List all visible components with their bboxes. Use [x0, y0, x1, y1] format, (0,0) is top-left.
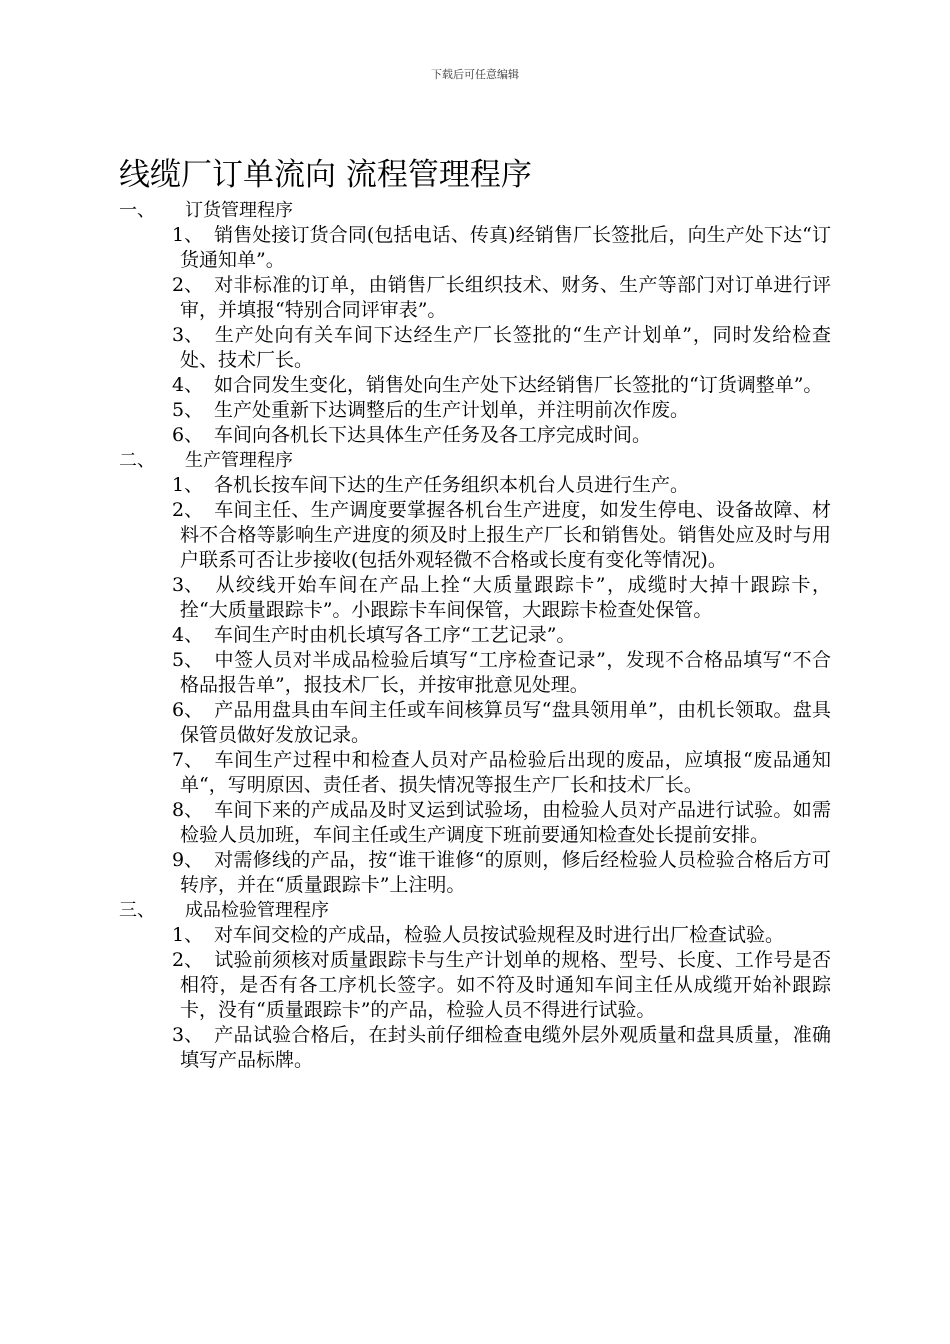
item-text: 生产处向有关车间下达经生产厂长签批的“生产计划单”，同时发给检查处、技术厂长。: [180, 324, 831, 371]
item-number: 2、: [172, 499, 204, 521]
item-text: 车间生产过程中和检查人员对产品检验后出现的废品，应填报“废品通知单“，写明原因、责任者、损失情况等报生产厂长和技术厂长。: [180, 749, 831, 796]
item-number: 9、: [172, 849, 204, 871]
list-item: [172, 748, 831, 798]
section-title: 成品检验管理程序: [185, 900, 329, 921]
document-title: 线缆厂订单流向 流程管理程序: [119, 157, 532, 193]
item-text: 车间向各机长下达具体生产任务及各工序完成时间。: [214, 424, 652, 446]
item-number: 2、: [172, 274, 204, 296]
item-text: 产品试验合格后，在封头前仔细检查电缆外层外观质量和盘具质量，准确填写产品标牌。: [180, 1024, 831, 1071]
item-number: 2、: [172, 949, 204, 971]
item-number: 5、: [172, 399, 204, 421]
item-number: 8、: [172, 799, 204, 821]
list-item: [172, 398, 831, 423]
item-number: 1、: [172, 924, 204, 946]
item-number: 3、: [172, 324, 204, 346]
item-number: 1、: [172, 474, 204, 496]
list-item: [172, 373, 831, 398]
item-text: 销售处接订货合同(包括电话、传真)经销售厂长签批后，向生产处下达“订货通知单”。: [180, 224, 831, 271]
page-header-note: 下载后可任意编辑: [431, 68, 519, 81]
list-item: [172, 273, 831, 323]
section-heading: [0, 898, 950, 923]
document-body: [0, 198, 950, 1073]
list-item: [172, 223, 831, 273]
item-text: 中签人员对半成品检验后填写“工序检查记录”，发现不合格品填写“不合格品报告单”，报技术厂长，并按审批意见处理。: [180, 649, 831, 696]
list-item: [172, 423, 831, 448]
list-item: [172, 323, 831, 373]
item-number: 6、: [172, 424, 204, 446]
item-number: 1、: [172, 224, 204, 246]
item-text: 对需修线的产品，按“谁干谁修“的原则，修后经检验人员检验合格后方可转序，并在“质量跟踪卡”上注明。: [180, 849, 831, 896]
item-text: 生产处重新下达调整后的生产计划单，并注明前次作废。: [214, 399, 690, 421]
item-number: 6、: [172, 699, 204, 721]
list-item: [172, 623, 831, 648]
item-text: 对车间交检的产成品，检验人员按试验规程及时进行出厂检查试验。: [214, 924, 785, 946]
item-number: 4、: [172, 374, 204, 396]
section-production: [0, 448, 950, 898]
list-item: [172, 1023, 831, 1073]
section-heading: [0, 198, 950, 223]
item-text: 试验前须核对质量跟踪卡与生产计划单的规格、型号、长度、工作号是否相符，是否有各工序机长签字。如不符及时通知车间主任从成缆开始补跟踪卡，没有“质量跟踪卡”的产品，检验人员不得进行试验。: [180, 949, 831, 1021]
item-text: 车间主任、生产调度要掌握各机台生产进度，如发生停电、设备故障、材料不合格等影响生产进度的须及时上报生产厂长和销售处。销售处应及时与用户联系可否让步接收(包括外观轻微不合格或长度有变化等情况)。: [180, 499, 831, 571]
section-ordering: [0, 198, 950, 448]
list-item: [172, 498, 831, 573]
section-title: 生产管理程序: [185, 450, 293, 471]
item-number: 3、: [172, 1024, 204, 1046]
list-item: [172, 573, 831, 623]
item-text: 车间下来的产成品及时叉运到试验场，由检验人员对产品进行试验。如需检验人员加班，车间主任或生产调度下班前要通知检查处长提前安排。: [180, 799, 831, 846]
section-heading: [0, 448, 950, 473]
item-number: 3、: [172, 574, 204, 596]
item-number: 4、: [172, 624, 204, 646]
list-item: [172, 698, 831, 748]
list-item: [172, 473, 831, 498]
section-title: 订货管理程序: [185, 200, 293, 221]
item-text: 如合同发生变化，销售处向生产处下达经销售厂长签批的“订货调整单”。: [214, 374, 823, 396]
item-text: 从绞线开始车间在产品上拴“大质量跟踪卡”，成缆时大掉十跟踪卡，拴“大质量跟踪卡”。小跟踪卡车间保管，大跟踪卡检查处保管。: [180, 574, 831, 621]
item-text: 车间生产时由机长填写各工序“工艺记录”。: [214, 624, 576, 646]
item-text: 对非标准的订单，由销售厂长组织技术、财务、生产等部门对订单进行评审，并填报“特别合同评审表”。: [180, 274, 831, 321]
list-item: [172, 848, 831, 898]
section-inspection: [0, 898, 950, 1073]
section-number: 三、: [119, 900, 155, 921]
section-number: 二、: [119, 450, 155, 471]
list-item: [172, 648, 831, 698]
item-number: 7、: [172, 749, 204, 771]
section-number: 一、: [119, 200, 155, 221]
item-text: 产品用盘具由车间主任或车间核算员写“盘具领用单”，由机长领取。盘具保管员做好发放记录。: [180, 699, 831, 746]
item-number: 5、: [172, 649, 204, 671]
list-item: [172, 948, 831, 1023]
list-item: [172, 798, 831, 848]
item-text: 各机长按车间下达的生产任务组织本机台人员进行生产。: [214, 474, 690, 496]
list-item: [172, 923, 831, 948]
